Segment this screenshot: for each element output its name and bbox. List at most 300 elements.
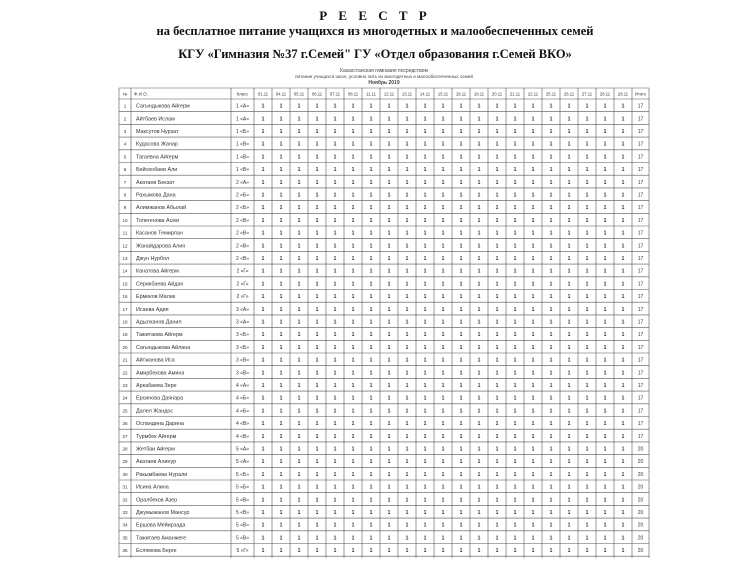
attendance-mark-cell: 1 (549, 408, 553, 415)
attendance-mark-cell: 1 (387, 294, 391, 301)
attendance-mark-cell: 1 (387, 179, 391, 186)
total-cell: 20 (637, 446, 644, 453)
attendance-mark-cell: 1 (333, 192, 337, 199)
attendance-mark-cell: 1 (423, 217, 427, 224)
attendance-mark-cell: 1 (315, 548, 319, 555)
attendance-mark-cell: 1 (477, 357, 481, 364)
attendance-mark-cell: 1 (279, 179, 283, 186)
total-cell: 20 (637, 471, 644, 478)
attendance-mark-cell: 1 (351, 167, 355, 174)
student-name-cell: Исина Алина (136, 484, 169, 491)
attendance-mark-cell: 1 (459, 129, 463, 136)
attendance-mark-cell: 1 (603, 179, 607, 186)
attendance-mark-cell: 1 (567, 332, 571, 339)
attendance-mark-cell: 1 (585, 421, 589, 428)
student-name-cell: Рахымова Дана (136, 192, 176, 199)
attendance-mark-cell: 1 (603, 103, 607, 110)
student-name-cell: Бейсенбаев Али (136, 167, 178, 174)
attendance-mark-cell: 1 (261, 332, 265, 339)
attendance-mark-cell: 1 (495, 319, 499, 326)
attendance-mark-cell: 1 (531, 446, 535, 453)
attendance-mark-cell: 1 (315, 446, 319, 453)
row-number-cell: 19 (122, 332, 128, 338)
attendance-mark-cell: 1 (603, 116, 607, 123)
attendance-mark-cell: 1 (279, 357, 283, 364)
total-cell: 17 (637, 395, 644, 402)
total-cell: 20 (637, 522, 644, 529)
attendance-mark-cell: 1 (585, 548, 589, 555)
attendance-mark-cell: 1 (315, 319, 319, 326)
attendance-mark-cell: 1 (477, 154, 481, 161)
attendance-mark-cell: 1 (621, 129, 625, 136)
attendance-mark-cell: 1 (261, 192, 265, 199)
registry-subtitle: на бесплатное питание учащихся из многодетных и малообеспеченных семей (156, 24, 594, 38)
attendance-mark-cell: 1 (603, 281, 607, 288)
attendance-mark-cell: 1 (315, 471, 319, 478)
student-name-cell: Оралбеков Азер (136, 497, 178, 504)
attendance-mark-cell: 1 (585, 357, 589, 364)
attendance-mark-cell: 1 (261, 205, 265, 212)
attendance-mark-cell: 1 (585, 344, 589, 351)
attendance-mark-cell: 1 (513, 421, 517, 428)
attendance-mark-cell: 1 (297, 408, 301, 415)
attendance-mark-cell: 1 (441, 167, 445, 174)
attendance-mark-cell: 1 (351, 217, 355, 224)
student-name-cell: Жанайдарова Алия (136, 243, 186, 250)
attendance-mark-cell: 1 (387, 344, 391, 351)
total-cell: 17 (637, 116, 644, 123)
attendance-mark-cell: 1 (297, 357, 301, 364)
attendance-mark-cell: 1 (585, 217, 589, 224)
attendance-mark-cell: 1 (333, 497, 337, 504)
attendance-mark-cell: 1 (513, 471, 517, 478)
attendance-mark-cell: 1 (441, 230, 445, 237)
attendance-mark-cell: 1 (531, 535, 535, 542)
total-cell: 17 (637, 230, 644, 237)
attendance-mark-cell: 1 (567, 433, 571, 440)
attendance-mark-cell: 1 (369, 471, 373, 478)
attendance-mark-cell: 1 (315, 141, 319, 148)
attendance-mark-cell: 1 (513, 446, 517, 453)
attendance-mark-cell: 1 (333, 167, 337, 174)
attendance-mark-cell: 1 (603, 167, 607, 174)
attendance-mark-cell: 1 (261, 433, 265, 440)
attendance-mark-cell: 1 (441, 497, 445, 504)
attendance-mark-cell: 1 (477, 332, 481, 339)
attendance-mark-cell: 1 (351, 332, 355, 339)
attendance-mark-cell: 1 (585, 395, 589, 402)
attendance-mark-cell: 1 (549, 497, 553, 504)
attendance-mark-cell: 1 (459, 446, 463, 453)
attendance-mark-cell: 1 (369, 281, 373, 288)
attendance-mark-cell: 1 (279, 433, 283, 440)
attendance-mark-cell: 1 (603, 510, 607, 517)
attendance-mark-cell: 1 (423, 332, 427, 339)
attendance-mark-cell: 1 (459, 192, 463, 199)
attendance-mark-cell: 1 (333, 433, 337, 440)
attendance-mark-cell: 1 (621, 408, 625, 415)
row-number-cell: 17 (122, 306, 128, 312)
attendance-mark-cell: 1 (351, 256, 355, 263)
attendance-mark-cell: 1 (369, 205, 373, 212)
attendance-mark-cell: 1 (333, 535, 337, 542)
attendance-mark-cell: 1 (315, 484, 319, 491)
attendance-mark-cell: 1 (531, 522, 535, 529)
attendance-mark-cell: 1 (549, 370, 553, 377)
attendance-mark-cell: 1 (297, 167, 301, 174)
attendance-mark-cell: 1 (387, 167, 391, 174)
class-cell: 5 «Б» (235, 471, 250, 478)
class-cell: 2 «Г» (236, 268, 249, 275)
attendance-mark-cell: 1 (405, 548, 409, 555)
attendance-mark-cell: 1 (513, 548, 517, 555)
attendance-mark-cell: 1 (423, 192, 427, 199)
attendance-mark-cell: 1 (513, 116, 517, 123)
class-cell: 1 «А» (235, 103, 250, 110)
attendance-mark-cell: 1 (531, 357, 535, 364)
attendance-mark-cell: 1 (315, 344, 319, 351)
attendance-mark-cell: 1 (279, 471, 283, 478)
attendance-mark-cell: 1 (513, 522, 517, 529)
attendance-mark-cell: 1 (279, 395, 283, 402)
student-name-cell: Тажитаев Аманжеге (136, 535, 187, 542)
attendance-mark-cell: 1 (387, 192, 391, 199)
attendance-mark-cell: 1 (333, 230, 337, 237)
attendance-mark-cell: 1 (621, 103, 625, 110)
table-header-cell: 15.11 (437, 91, 449, 97)
attendance-mark-cell: 1 (369, 459, 373, 466)
attendance-mark-cell: 1 (495, 179, 499, 186)
attendance-mark-cell: 1 (261, 395, 265, 402)
attendance-mark-cell: 1 (297, 306, 301, 313)
attendance-mark-cell: 1 (585, 243, 589, 250)
attendance-mark-cell: 1 (351, 230, 355, 237)
attendance-mark-cell: 1 (621, 535, 625, 542)
attendance-mark-cell: 1 (621, 433, 625, 440)
attendance-mark-cell: 1 (621, 497, 625, 504)
class-cell: 2 «Г» (236, 281, 249, 288)
table-header-cell: 01.11 (257, 91, 269, 97)
attendance-mark-cell: 1 (567, 522, 571, 529)
attendance-mark-cell: 1 (603, 344, 607, 351)
class-cell: 5 «Г» (236, 548, 249, 555)
attendance-mark-cell: 1 (459, 230, 463, 237)
attendance-mark-cell: 1 (585, 230, 589, 237)
class-cell: 3 «А» (235, 319, 250, 326)
attendance-mark-cell: 1 (567, 510, 571, 517)
attendance-mark-cell: 1 (279, 154, 283, 161)
attendance-mark-cell: 1 (333, 179, 337, 186)
table-header-cell: Ф.И.О. (134, 91, 148, 97)
attendance-mark-cell: 1 (405, 141, 409, 148)
attendance-mark-cell: 1 (315, 192, 319, 199)
attendance-mark-cell: 1 (459, 294, 463, 301)
student-name-cell: Сагындыкова Айгерм (136, 103, 190, 110)
row-number-cell: 31 (122, 484, 128, 490)
total-cell: 17 (637, 103, 644, 110)
table-header-cell: 07.11 (329, 91, 341, 97)
attendance-mark-cell: 1 (315, 433, 319, 440)
attendance-mark-cell: 1 (459, 217, 463, 224)
attendance-mark-cell: 1 (405, 484, 409, 491)
attendance-mark-cell: 1 (279, 548, 283, 555)
attendance-mark-cell: 1 (549, 319, 553, 326)
total-cell: 17 (637, 154, 644, 161)
attendance-mark-cell: 1 (297, 179, 301, 186)
attendance-mark-cell: 1 (405, 332, 409, 339)
attendance-mark-cell: 1 (351, 383, 355, 390)
attendance-mark-cell: 1 (603, 294, 607, 301)
attendance-mark-cell: 1 (315, 268, 319, 275)
attendance-mark-cell: 1 (261, 281, 265, 288)
row-number-cell: 29 (122, 459, 128, 465)
attendance-mark-cell: 1 (441, 421, 445, 428)
attendance-mark-cell: 1 (351, 306, 355, 313)
attendance-mark-cell: 1 (585, 192, 589, 199)
attendance-mark-cell: 1 (531, 243, 535, 250)
attendance-mark-cell: 1 (315, 129, 319, 136)
attendance-mark-cell: 1 (369, 116, 373, 123)
attendance-mark-cell: 1 (333, 395, 337, 402)
attendance-mark-cell: 1 (423, 408, 427, 415)
table-header-cell: 22.11 (527, 91, 539, 97)
attendance-mark-cell: 1 (297, 256, 301, 263)
attendance-mark-cell: 1 (423, 433, 427, 440)
attendance-mark-cell: 1 (387, 548, 391, 555)
attendance-mark-cell: 1 (459, 141, 463, 148)
attendance-mark-cell: 1 (423, 154, 427, 161)
attendance-mark-cell: 1 (621, 383, 625, 390)
attendance-mark-cell: 1 (351, 154, 355, 161)
attendance-mark-cell: 1 (621, 510, 625, 517)
total-cell: 17 (637, 294, 644, 301)
attendance-mark-cell: 1 (261, 294, 265, 301)
attendance-mark-cell: 1 (513, 281, 517, 288)
attendance-mark-cell: 1 (261, 268, 265, 275)
attendance-mark-cell: 1 (513, 129, 517, 136)
attendance-mark-cell: 1 (333, 408, 337, 415)
attendance-mark-cell: 1 (261, 230, 265, 237)
attendance-mark-cell: 1 (549, 141, 553, 148)
attendance-mark-cell: 1 (405, 179, 409, 186)
attendance-mark-cell: 1 (621, 357, 625, 364)
attendance-mark-cell: 1 (333, 344, 337, 351)
attendance-mark-cell: 1 (297, 535, 301, 542)
table-header-cell: 28.11 (599, 91, 611, 97)
table-header-cell: 20.11 (491, 91, 503, 97)
student-name-cell: Канатова Айгерм (136, 268, 179, 275)
attendance-mark-cell: 1 (351, 141, 355, 148)
attendance-mark-cell: 1 (441, 370, 445, 377)
attendance-mark-cell: 1 (603, 433, 607, 440)
attendance-mark-cell: 1 (369, 179, 373, 186)
attendance-mark-cell: 1 (441, 522, 445, 529)
attendance-mark-cell: 1 (495, 357, 499, 364)
attendance-mark-cell: 1 (567, 205, 571, 212)
attendance-mark-cell: 1 (567, 459, 571, 466)
attendance-mark-cell: 1 (585, 510, 589, 517)
attendance-mark-cell: 1 (459, 395, 463, 402)
table-header-cell: 06.11 (311, 91, 323, 97)
attendance-mark-cell: 1 (459, 357, 463, 364)
attendance-mark-cell: 1 (441, 395, 445, 402)
attendance-mark-cell: 1 (567, 306, 571, 313)
attendance-mark-cell: 1 (495, 217, 499, 224)
attendance-mark-cell: 1 (495, 141, 499, 148)
table-header-cell: 26.11 (563, 91, 575, 97)
row-number-cell: 25 (122, 408, 128, 414)
attendance-mark-cell: 1 (477, 433, 481, 440)
attendance-mark-cell: 1 (297, 141, 301, 148)
class-cell: 3 «В» (235, 357, 250, 364)
attendance-mark-cell: 1 (441, 548, 445, 555)
row-number-cell: 1 (123, 103, 127, 109)
attendance-mark-cell: 1 (459, 459, 463, 466)
attendance-mark-cell: 1 (387, 116, 391, 123)
attendance-mark-cell: 1 (423, 179, 427, 186)
attendance-mark-cell: 1 (477, 421, 481, 428)
attendance-mark-cell: 1 (621, 471, 625, 478)
attendance-mark-cell: 1 (531, 281, 535, 288)
attendance-mark-cell: 1 (369, 217, 373, 224)
attendance-mark-cell: 1 (459, 319, 463, 326)
attendance-mark-cell: 1 (297, 294, 301, 301)
attendance-mark-cell: 1 (585, 306, 589, 313)
table-header-cell: 13.11 (401, 91, 413, 97)
attendance-mark-cell: 1 (351, 179, 355, 186)
attendance-mark-cell: 1 (531, 167, 535, 174)
attendance-mark-cell: 1 (315, 230, 319, 237)
row-number-cell: 36 (122, 548, 128, 554)
student-name-cell: Акатаев Алинур (136, 459, 177, 466)
attendance-mark-cell: 1 (261, 179, 265, 186)
attendance-mark-cell: 1 (495, 370, 499, 377)
attendance-mark-cell: 1 (261, 344, 265, 351)
attendance-mark-cell: 1 (549, 306, 553, 313)
table-header-cell: 12.11 (383, 91, 395, 97)
attendance-mark-cell: 1 (459, 306, 463, 313)
scanned-document (118, 68, 650, 558)
attendance-mark-cell: 1 (477, 205, 481, 212)
attendance-mark-cell: 1 (423, 497, 427, 504)
row-number-cell: 10 (122, 217, 128, 223)
attendance-mark-cell: 1 (477, 217, 481, 224)
attendance-mark-cell: 1 (495, 497, 499, 504)
attendance-mark-cell: 1 (369, 230, 373, 237)
attendance-mark-cell: 1 (297, 421, 301, 428)
attendance-mark-cell: 1 (459, 370, 463, 377)
student-name-cell: Еслямова Берге (136, 548, 177, 555)
class-cell: 4 «Б» (235, 395, 250, 402)
doc-header-line-1: Казахстанская гимназия посредством (340, 68, 428, 74)
attendance-mark-cell: 1 (531, 510, 535, 517)
attendance-mark-cell: 1 (441, 268, 445, 275)
attendance-mark-cell: 1 (297, 192, 301, 199)
attendance-mark-cell: 1 (567, 446, 571, 453)
attendance-mark-cell: 1 (621, 179, 625, 186)
attendance-mark-cell: 1 (585, 522, 589, 529)
attendance-mark-cell: 1 (405, 510, 409, 517)
attendance-mark-cell: 1 (477, 306, 481, 313)
attendance-mark-cell: 1 (387, 230, 391, 237)
attendance-mark-cell: 1 (531, 141, 535, 148)
attendance-mark-cell: 1 (279, 116, 283, 123)
attendance-mark-cell: 1 (477, 167, 481, 174)
attendance-mark-cell: 1 (441, 344, 445, 351)
attendance-mark-cell: 1 (513, 243, 517, 250)
attendance-mark-cell: 1 (441, 408, 445, 415)
attendance-mark-cell: 1 (459, 281, 463, 288)
attendance-mark-cell: 1 (513, 510, 517, 517)
attendance-mark-cell: 1 (405, 522, 409, 529)
attendance-mark-cell: 1 (549, 167, 553, 174)
attendance-mark-cell: 1 (297, 484, 301, 491)
student-name-cell: Амирбекова Амина (136, 370, 185, 377)
attendance-mark-cell: 1 (585, 332, 589, 339)
attendance-mark-cell: 1 (513, 319, 517, 326)
student-name-cell: Серикбаева Айдан (136, 281, 184, 288)
attendance-mark-cell: 1 (387, 103, 391, 110)
attendance-mark-cell: 1 (297, 383, 301, 390)
attendance-mark-cell: 1 (387, 497, 391, 504)
attendance-mark-cell: 1 (315, 522, 319, 529)
attendance-mark-cell: 1 (459, 332, 463, 339)
attendance-mark-cell: 1 (603, 471, 607, 478)
attendance-mark-cell: 1 (585, 497, 589, 504)
attendance-mark-cell: 1 (279, 522, 283, 529)
attendance-mark-cell: 1 (333, 103, 337, 110)
attendance-mark-cell: 1 (477, 471, 481, 478)
attendance-mark-cell: 1 (531, 129, 535, 136)
attendance-mark-cell: 1 (405, 370, 409, 377)
attendance-mark-cell: 1 (279, 256, 283, 263)
attendance-mark-cell: 1 (279, 344, 283, 351)
attendance-mark-cell: 1 (315, 357, 319, 364)
student-name-cell: Адылханов Данил (136, 319, 182, 326)
attendance-mark-cell: 1 (531, 116, 535, 123)
total-cell: 17 (637, 192, 644, 199)
attendance-mark-cell: 1 (297, 217, 301, 224)
attendance-mark-cell: 1 (531, 217, 535, 224)
attendance-mark-cell: 1 (369, 129, 373, 136)
attendance-mark-cell: 1 (513, 408, 517, 415)
attendance-mark-cell: 1 (585, 116, 589, 123)
attendance-mark-cell: 1 (513, 179, 517, 186)
total-cell: 20 (637, 484, 644, 491)
attendance-mark-cell: 1 (333, 332, 337, 339)
attendance-mark-cell: 1 (279, 510, 283, 517)
student-name-cell: Касанов Темирлан (136, 230, 183, 237)
attendance-mark-cell: 1 (621, 319, 625, 326)
attendance-mark-cell: 1 (315, 154, 319, 161)
attendance-mark-cell: 1 (513, 459, 517, 466)
attendance-mark-cell: 1 (585, 256, 589, 263)
attendance-mark-cell: 1 (315, 395, 319, 402)
attendance-mark-cell: 1 (549, 446, 553, 453)
attendance-mark-cell: 1 (477, 129, 481, 136)
attendance-mark-cell: 1 (603, 332, 607, 339)
attendance-mark-cell: 1 (513, 383, 517, 390)
attendance-mark-cell: 1 (621, 116, 625, 123)
attendance-mark-cell: 1 (495, 230, 499, 237)
attendance-mark-cell: 1 (549, 459, 553, 466)
attendance-mark-cell: 1 (549, 103, 553, 110)
attendance-mark-cell: 1 (603, 370, 607, 377)
attendance-mark-cell: 1 (279, 205, 283, 212)
attendance-mark-cell: 1 (297, 268, 301, 275)
attendance-mark-cell: 1 (279, 141, 283, 148)
attendance-mark-cell: 1 (513, 370, 517, 377)
